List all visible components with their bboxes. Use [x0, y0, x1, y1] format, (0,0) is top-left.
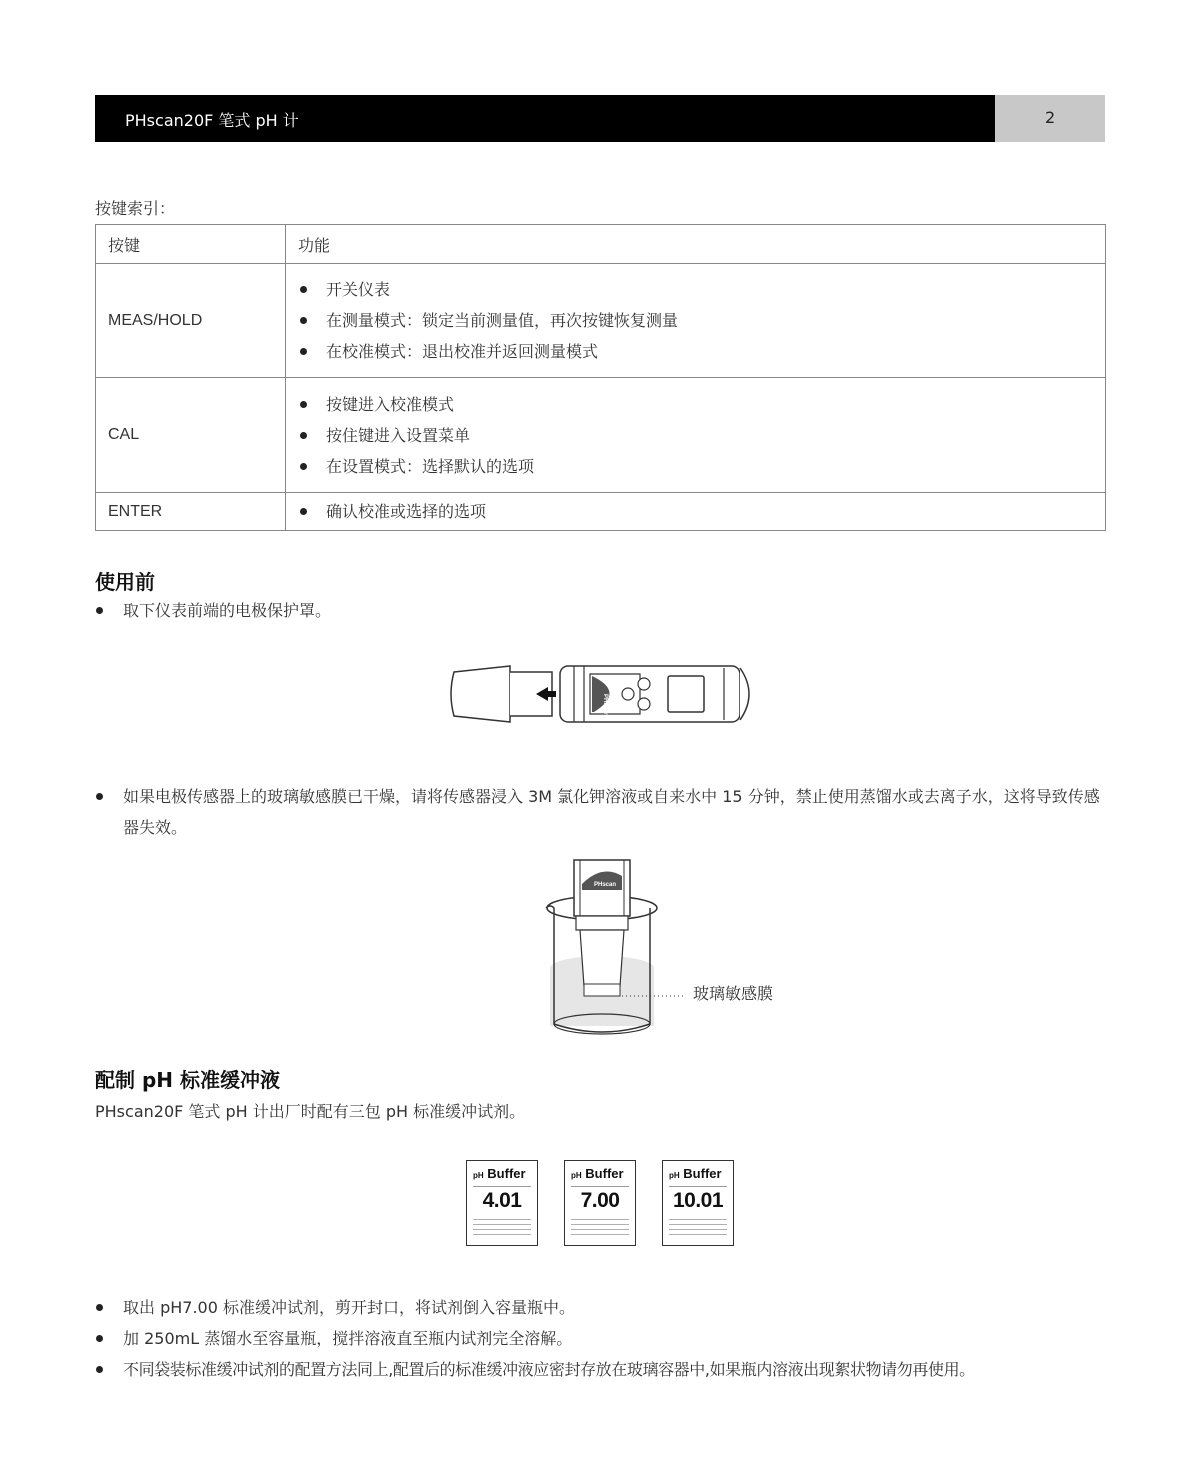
- table-row: [96, 493, 1106, 531]
- meter-button: [622, 688, 634, 700]
- buffer-step: 加 250mL 蒸馏水至容量瓶，搅拌溶液直至瓶内试剂完全溶解。: [95, 1323, 1110, 1354]
- section-title-before-use: 使用前: [95, 570, 155, 594]
- meter-button: [638, 678, 650, 690]
- function-list: [298, 496, 1105, 527]
- table-header-row: [96, 225, 1106, 264]
- meter-button: [638, 698, 650, 710]
- buffer-step: 取出 pH7.00 标准缓冲试剂，剪开封口，将试剂倒入容量瓶中。: [95, 1292, 1110, 1323]
- beaker-meter-brand: PHscan: [594, 882, 617, 888]
- key-index-table: [95, 224, 1106, 531]
- function-list: [298, 274, 1105, 367]
- buffer-pack-10-01: pH Buffer 10.01: [662, 1160, 734, 1246]
- key-index-label: 按键索引：: [95, 199, 176, 218]
- column-header-function: 功能: [286, 225, 1106, 264]
- meter-cap-illustration: [444, 660, 760, 730]
- buffer-pack-7-00: pH Buffer 7.00: [564, 1160, 636, 1246]
- key-name: MEAS/HOLD: [96, 264, 286, 378]
- list-item: 按住键进入设置菜单: [298, 420, 1105, 451]
- list-item: 开关仪表: [298, 274, 1105, 305]
- buffer-value: 4.01: [482, 1189, 522, 1212]
- page-number-box: [995, 95, 1105, 142]
- bullet-soak-sensor: 如果电极传感器上的玻璃敏感膜已干燥，请将传感器浸入 3M 氯化钾溶液或自来水中 15 分钟，禁止使用蒸馏水或去离子水，这将导致传感器失效。: [95, 781, 1110, 843]
- bullet-remove-cap: 取下仪表前端的电极保护罩。: [95, 595, 1110, 626]
- list-item: 在设置模式：选择默认的选项: [298, 451, 1105, 482]
- beaker-illustration: [540, 856, 800, 1036]
- table-row: [96, 378, 1106, 493]
- buffer-value: 10.01: [672, 1189, 724, 1212]
- buffer-value: 7.00: [580, 1189, 620, 1212]
- key-name: CAL: [96, 378, 286, 493]
- meter-display: [668, 676, 704, 712]
- table-row: [96, 264, 1106, 378]
- list-item: 在测量模式：锁定当前测量值，再次按键恢复测量: [298, 305, 1105, 336]
- page-number: 2: [1045, 108, 1056, 127]
- list-item: 按键进入校准模式: [298, 389, 1105, 420]
- list-item: 在校准模式：退出校准并返回测量模式: [298, 336, 1105, 367]
- buffer-pack-4-01: pH Buffer 4.01: [466, 1160, 538, 1246]
- header-bar: [95, 95, 995, 142]
- buffer-step: 不同袋装标准缓冲试剂的配置方法同上,配置后的标准缓冲液应密封存放在玻璃容器中,如果瓶内溶液出现絮状物请勿再使用。: [95, 1354, 1110, 1385]
- column-header-key: 按键: [96, 225, 286, 264]
- meter-brand-label: PHscan: [602, 694, 608, 717]
- buffer-intro: PHscan20F 笔式 pH 计出厂时配有三包 pH 标准缓冲试剂。: [95, 1102, 526, 1121]
- list-item: 确认校准或选择的选项: [298, 496, 1105, 527]
- document-title: PHscan20F 笔式 pH 计: [125, 111, 299, 130]
- key-name: ENTER: [96, 493, 286, 531]
- function-list: [298, 389, 1105, 482]
- section-title-buffer: 配制 pH 标准缓冲液: [95, 1068, 280, 1092]
- membrane-label: 玻璃敏感膜: [693, 984, 774, 1003]
